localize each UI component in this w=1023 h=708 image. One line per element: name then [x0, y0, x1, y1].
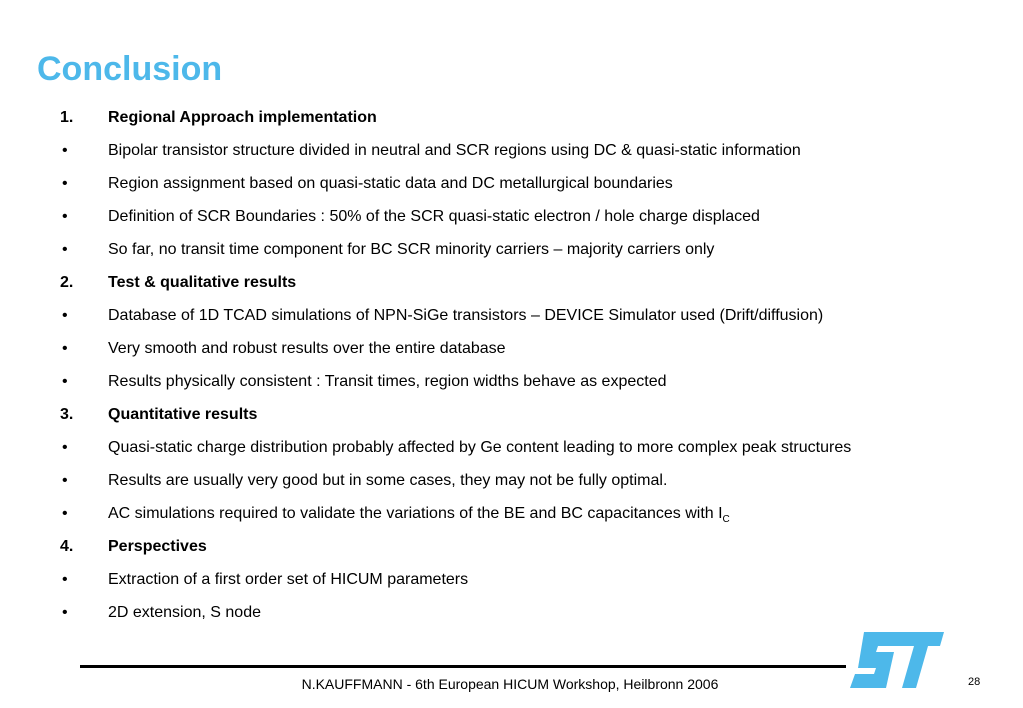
section-heading — [0, 401, 1023, 434]
bullet-item — [0, 236, 1023, 269]
bullet-item — [0, 434, 1023, 467]
bullet-text: Results physically consistent : Transit times, region widths behave as expected — [108, 373, 667, 390]
bullet-text: Definition of SCR Boundaries : 50% of the SCR quasi-static electron / hole charge displaced — [108, 208, 760, 225]
bullet-text: Region assignment based on quasi-static data and DC metallurgical boundaries — [108, 175, 673, 192]
bullet-item — [0, 170, 1023, 203]
section-number: 2. — [60, 274, 74, 291]
bullet-text: So far, no transit time component for BC SCR minority carriers – majority carriers only — [108, 241, 715, 258]
slide-content — [0, 104, 1023, 632]
section-number: 1. — [60, 109, 74, 126]
section-heading — [0, 269, 1023, 302]
section-title: Test & qualitative results — [108, 274, 297, 291]
footer-divider — [80, 665, 846, 668]
bullet-icon: • — [62, 472, 68, 489]
bullet-icon: • — [62, 373, 68, 390]
bullet-icon: • — [62, 604, 68, 621]
section-heading — [0, 533, 1023, 566]
bullet-text: Quasi-static charge distribution probably affected by Ge content leading to more complex peak structures — [108, 439, 852, 456]
bullet-icon: • — [62, 142, 68, 159]
section-title: Perspectives — [108, 538, 207, 555]
bullet-item — [0, 500, 1023, 533]
bullet-icon: • — [62, 571, 68, 588]
bullet-text: Database of 1D TCAD simulations of NPN-SiGe transistors – DEVICE Simulator used (Drift/diffusion) — [108, 307, 824, 324]
bullet-item — [0, 599, 1023, 632]
bullet-icon: • — [62, 439, 68, 456]
bullet-text: AC simulations required to validate the variations of the BE and BC capacitances with I — [108, 505, 723, 522]
footer-text: N.KAUFFMANN - 6th European HICUM Workshop, Heilbronn 2006 — [301, 676, 719, 692]
section-number: 3. — [60, 406, 74, 423]
bullet-item — [0, 203, 1023, 236]
page-title: Conclusion — [37, 50, 223, 88]
bullet-icon: • — [62, 175, 68, 192]
bullet-text: 2D extension, S node — [108, 604, 261, 621]
bullet-text: Bipolar transistor structure divided in neutral and SCR regions using DC & quasi-static information — [108, 142, 801, 159]
section-title: Regional Approach implementation — [108, 109, 377, 126]
bullet-text: Very smooth and robust results over the entire database — [108, 340, 506, 357]
section-number: 4. — [60, 538, 74, 555]
bullet-item — [0, 335, 1023, 368]
subscript: C — [722, 514, 730, 525]
bullet-item — [0, 467, 1023, 500]
bullet-item — [0, 368, 1023, 401]
bullet-item — [0, 137, 1023, 170]
section-title: Quantitative results — [108, 406, 258, 423]
bullet-text-with-subscript — [108, 504, 730, 530]
bullet-text: Extraction of a first order set of HICUM parameters — [108, 571, 469, 588]
bullet-item — [0, 302, 1023, 335]
section-heading — [0, 104, 1023, 137]
bullet-icon: • — [62, 241, 68, 258]
bullet-icon: • — [62, 208, 68, 225]
bullet-icon: • — [62, 340, 68, 357]
st-logo-icon — [850, 630, 944, 690]
page-number: 28 — [968, 676, 981, 688]
bullet-text: Results are usually very good but in some cases, they may not be fully optimal. — [108, 472, 668, 489]
bullet-item — [0, 566, 1023, 599]
bullet-icon: • — [62, 505, 68, 522]
bullet-icon: • — [62, 307, 68, 324]
